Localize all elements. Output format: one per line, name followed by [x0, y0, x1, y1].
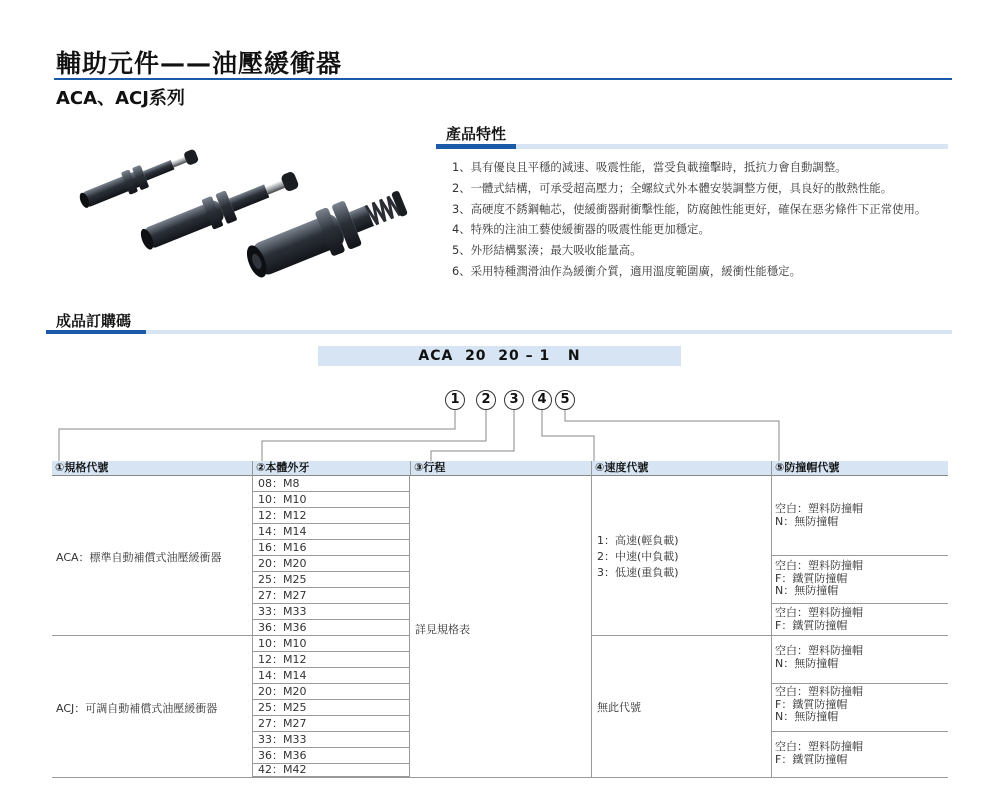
cap-option: N：無防撞帽	[775, 656, 839, 670]
cap-option: F：鐵質防撞帽	[775, 752, 848, 766]
aca-speed-option: 2：中速(中負載)	[597, 550, 679, 563]
cap-option: N：無防撞帽	[775, 584, 839, 597]
cap-option: N：無防撞帽	[775, 514, 839, 528]
aca-size-row: 10：M10	[252, 492, 410, 508]
cap-option: 空白：塑料防撞帽	[775, 606, 863, 619]
ordering-heading: 成品訂購碼	[56, 312, 132, 330]
acj-size-row: 20：M20	[252, 684, 410, 700]
col-header-spec: ①規格代號	[52, 461, 252, 476]
table-bottom-rule	[52, 777, 948, 778]
aca-size-row: 36：M36	[252, 620, 410, 636]
stroke-note: 詳見規格表	[415, 623, 470, 636]
acj-cap-group-1	[775, 645, 863, 670]
acj-size-row: 33：M33	[252, 732, 410, 748]
aca-size-row: 25：M25	[252, 572, 410, 588]
aca-cap-group-2	[775, 560, 863, 598]
acj-cap-group-3	[775, 741, 863, 766]
aca-size-row: 20：M20	[252, 556, 410, 572]
acj-size-row: 36：M36	[252, 748, 410, 764]
marker-4: 4	[532, 390, 552, 410]
cap-option: N：無防撞帽	[775, 710, 839, 723]
cap-option: 空白：塑料防撞帽	[775, 559, 863, 572]
acj-size-row: 42：M42	[252, 764, 410, 777]
acj-size-row: 25：M25	[252, 700, 410, 716]
aca-size-row: 08：M8	[252, 476, 410, 492]
cap-option: 空白：塑料防撞帽	[775, 644, 863, 657]
col-header-speed: ④速度代號	[591, 461, 771, 476]
marker-2: 2	[476, 390, 496, 410]
order-code-example: ACA 20 20 – 1 N	[418, 348, 581, 364]
acj-size-row: 12：M12	[252, 652, 410, 668]
feature-item: 5、外形結構緊湊；最大吸收能量高。	[452, 243, 642, 258]
feature-item: 4、特殊的注油工藝使緩衝器的吸震性能更加穩定。	[452, 222, 710, 237]
marker-1: 1	[445, 390, 465, 410]
cap-option: 空白：塑料防撞帽	[775, 740, 863, 753]
cap-group-divider	[771, 731, 948, 732]
aca-size-row: 16：M16	[252, 540, 410, 556]
col-header-cap: ⑤防撞帽代號	[771, 461, 948, 476]
aca-size-row: 14：M14	[252, 524, 410, 540]
features-heading: 產品特性	[446, 125, 507, 143]
feature-item: 3、高硬度不銹鋼軸芯，使緩衝器耐衝擊性能，防腐蝕性能更好，確保在惡劣條件下正常使用。	[452, 201, 927, 216]
aca-cap-group-1	[775, 503, 863, 528]
col-header-stroke: ③行程	[410, 461, 591, 476]
acj-size-row: 10：M10	[252, 636, 410, 652]
aca-speed-option: 1：高速(輕負載)	[597, 534, 679, 547]
cap-option: 空白：塑料防撞帽	[775, 685, 863, 698]
aca-series-label: ACA：標準自動補償式油壓緩衝器	[56, 551, 222, 564]
cap-group-divider	[771, 555, 948, 556]
acj-cap-group-2	[775, 686, 863, 724]
aca-size-row: 33：M33	[252, 604, 410, 620]
acj-series-label: ACJ：可調自動補償式油壓緩衝器	[56, 702, 218, 715]
cap-option: F：鐵質防撞帽	[775, 618, 848, 632]
acj-size-row: 14：M14	[252, 668, 410, 684]
aca-cap-group-3	[775, 607, 863, 632]
stroke-speed-divider	[591, 476, 592, 777]
cap-group-divider	[771, 603, 948, 604]
series-subtitle: ACA、ACJ系列	[56, 88, 185, 109]
feature-item: 1、具有優良且平穩的減速、吸震性能，當受負載撞擊時，抵抗力會自動調整。	[452, 160, 847, 174]
aca-size-row: 27：M27	[252, 588, 410, 604]
page-title: 輔助元件——油壓緩衝器	[56, 49, 343, 78]
col-header-thread: ②本體外牙	[252, 461, 410, 476]
cap-option: 空白：塑料防撞帽	[775, 502, 863, 515]
marker-3: 3	[504, 390, 524, 410]
feature-item: 6、采用特種潤滑油作為緩衝介質，適用溫度範圍廣，緩衝性能穩定。	[452, 263, 801, 278]
marker-5: 5	[555, 390, 575, 410]
cap-option: F：鐵質防撞帽	[775, 571, 848, 585]
feature-item: 2、一體式結構，可承受超高壓力；全螺紋式外本體安裝調整方便，具良好的散熱性能。	[452, 180, 893, 195]
aca-size-row: 12：M12	[252, 508, 410, 524]
aca-speed-option: 3：低速(重負載)	[597, 566, 679, 579]
acj-speed-none: 無此代號	[597, 701, 641, 714]
cap-option: F：鐵質防撞帽	[775, 697, 848, 711]
series-divider-left	[52, 635, 252, 636]
series-divider-right	[591, 635, 948, 636]
cap-group-divider	[771, 683, 948, 684]
acj-size-row: 27：M27	[252, 716, 410, 732]
